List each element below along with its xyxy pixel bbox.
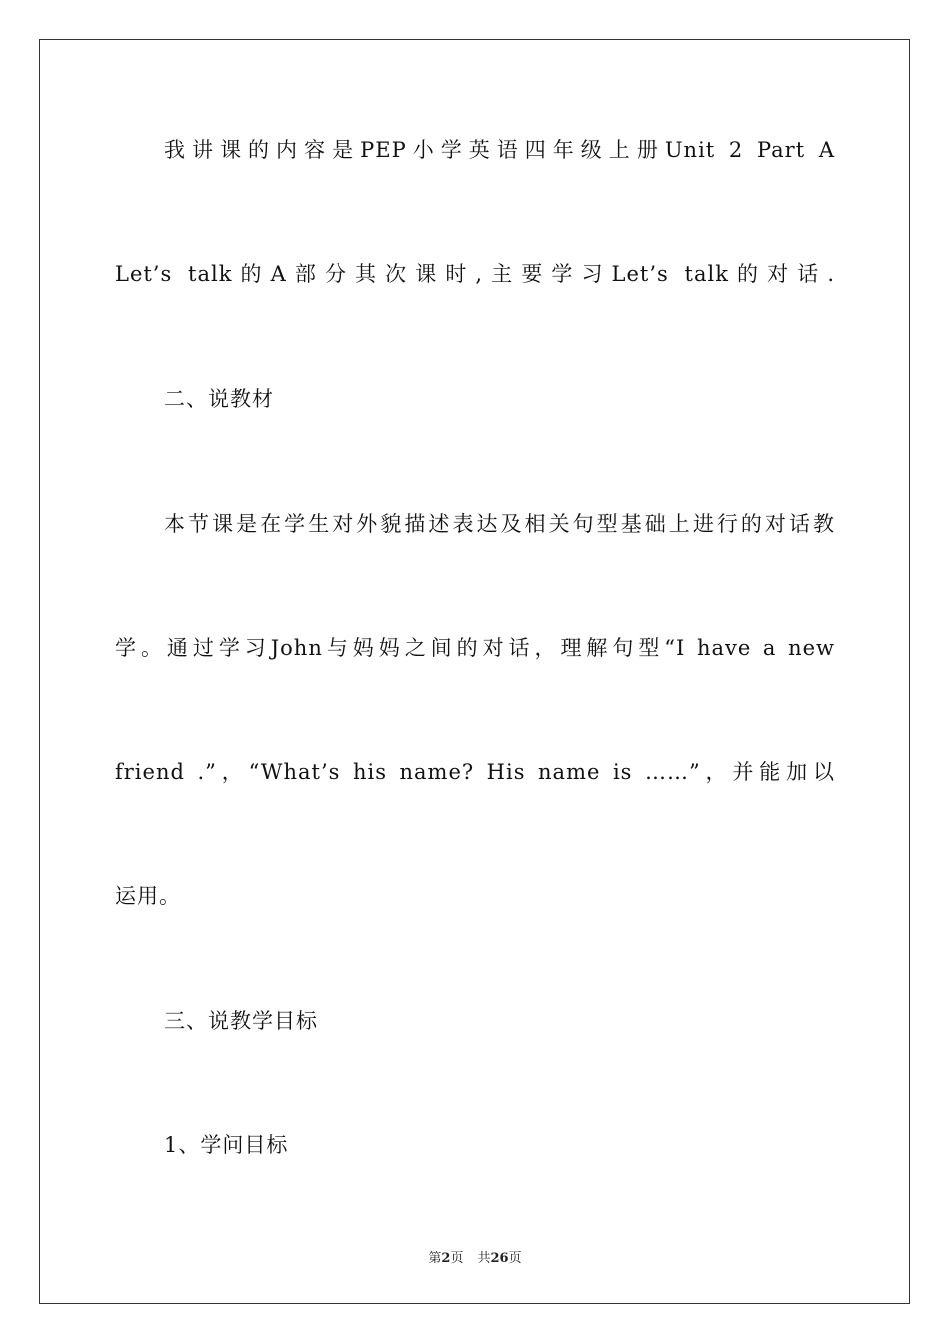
paragraph-line-1: 我讲课的内容是PEP小学英语四年级上册Unit 2 Part A bbox=[164, 138, 835, 162]
footer-page-suffix: 页 bbox=[450, 1251, 464, 1266]
footer-page-prefix: 第 bbox=[428, 1251, 442, 1266]
footer-total-suffix: 页 bbox=[508, 1251, 522, 1266]
page-border bbox=[39, 39, 910, 1304]
paragraph-line-5: friend .”，“What’s his name? His name is ……”，并能加以 bbox=[115, 760, 835, 784]
paragraph-line-3: 本节课是在学生对外貌描述表达及相关句型基础上进行的对话教 bbox=[164, 512, 835, 536]
footer-total-pages: 26 bbox=[490, 1251, 509, 1266]
paragraph-line-4: 学。通过学习John与妈妈之间的对话，理解句型“I have a new bbox=[115, 636, 835, 660]
paragraph-line-6: 运用。 bbox=[115, 884, 181, 908]
section-heading-teaching-goals: 三、说教学目标 bbox=[164, 1009, 318, 1033]
footer-total-prefix: 共 bbox=[477, 1251, 491, 1266]
page-footer bbox=[0, 1247, 950, 1266]
paragraph-line-2: Let’s talk的A部分其次课时,主要学习Let’s talk的对话. bbox=[115, 262, 835, 286]
subsection-heading-knowledge-goals: 1、学问目标 bbox=[164, 1133, 289, 1157]
footer-page-number: 2 bbox=[441, 1251, 451, 1266]
section-heading-teaching-material: 二、说教材 bbox=[164, 387, 274, 411]
